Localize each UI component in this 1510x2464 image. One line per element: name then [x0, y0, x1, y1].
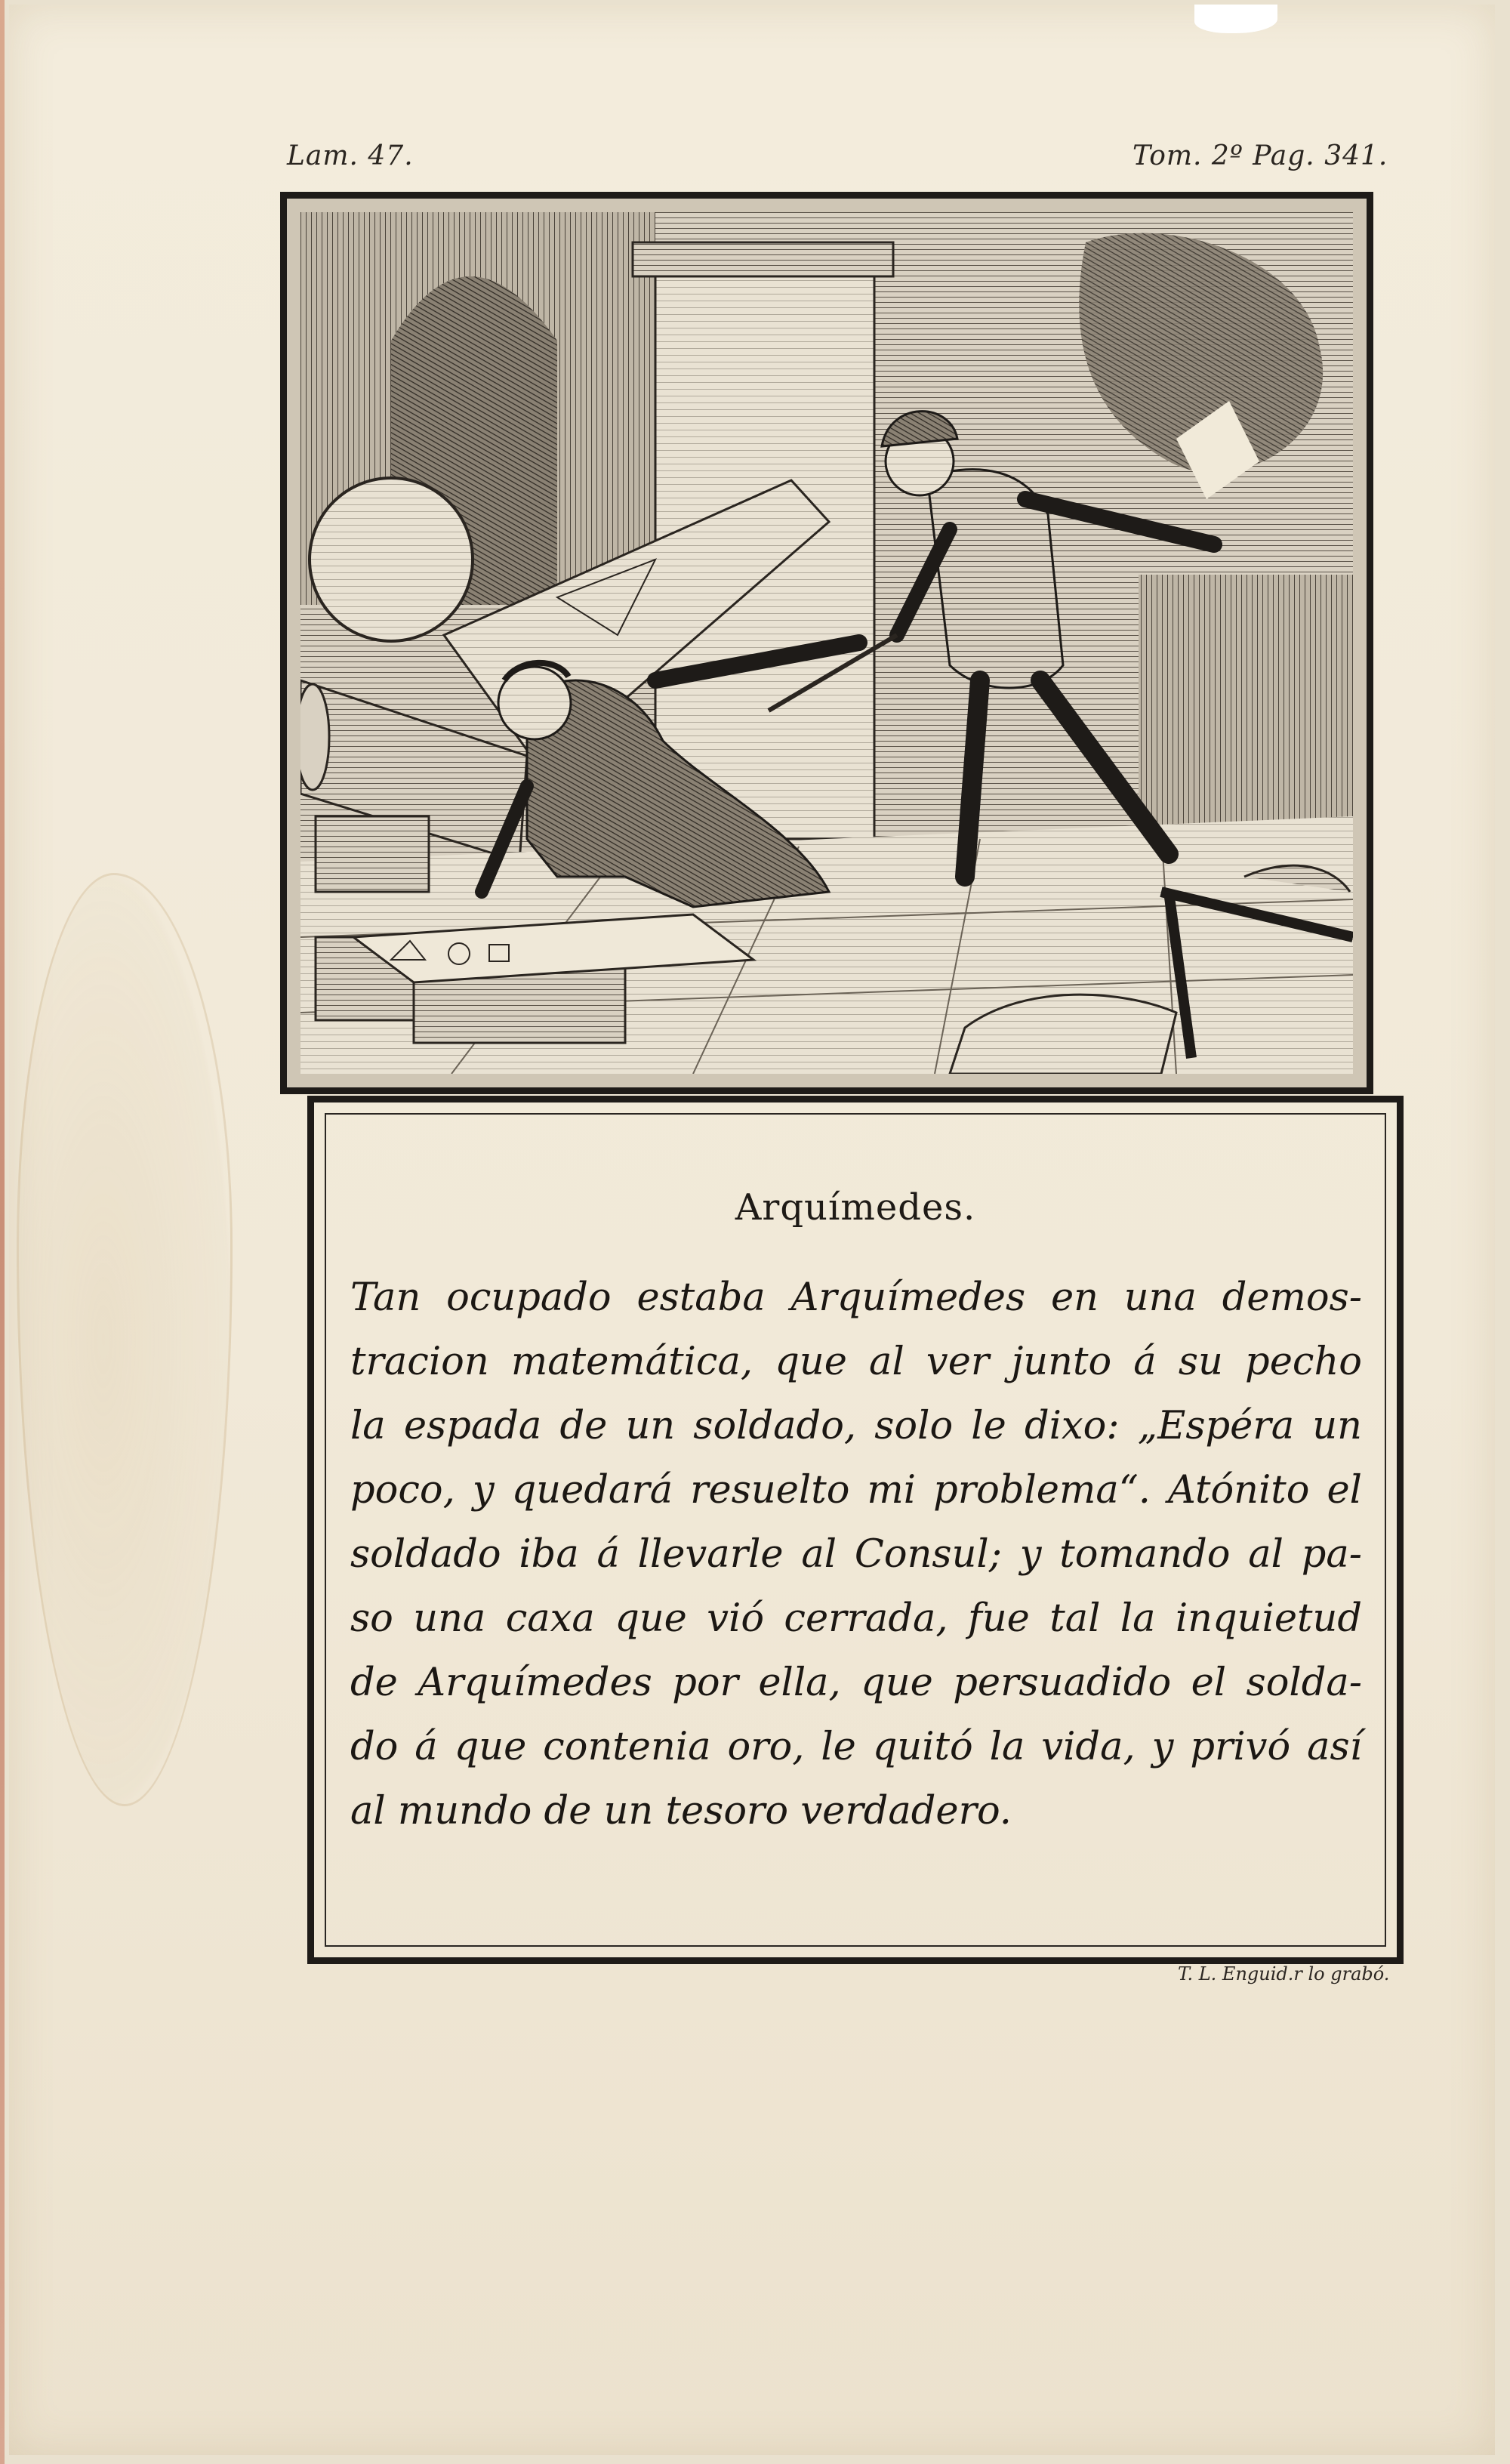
paper-edge-stain — [0, 0, 5, 2464]
caption-line: so una caxa que vió cerrada, fue tal la inquietud — [350, 1596, 1362, 1641]
caption-line: soldado iba á llevarle al Consul; y tomando al pa- — [350, 1532, 1362, 1577]
caption-line: poco, y quedará resuelto mi problema“. Atónito el — [350, 1468, 1362, 1513]
caption-text — [350, 1266, 1362, 1843]
caption-line: la espada de un soldado, solo le dixo: „Espéra un — [350, 1404, 1362, 1448]
caption-box — [307, 1096, 1404, 1964]
caption-line: Tan ocupado estaba Arquímedes en una demos- — [350, 1275, 1362, 1320]
engraver-credit: T. L. Enguid.r lo grabó. — [1178, 1963, 1390, 1984]
caption-line: de Arquímedes por ella, que persuadido el solda- — [350, 1661, 1362, 1705]
caption-line: al mundo de un tesoro verdadero. — [350, 1789, 1012, 1833]
caption-box-inner-rule — [325, 1113, 1386, 1947]
water-stain — [17, 873, 233, 1806]
caption-line: tracion matemática, que al ver junto á su pecho — [350, 1340, 1362, 1384]
engraving-illustration — [300, 212, 1353, 1074]
caption-title: Arquímedes. — [735, 1186, 976, 1229]
plate-label: Lam. 47. — [287, 140, 414, 171]
torn-corner — [1194, 5, 1277, 33]
page-reference: Tom. 2º Pag. 341. — [1132, 140, 1388, 171]
caption-line: do á que contenia oro, le quitó la vida, y privó así — [350, 1725, 1362, 1769]
engraving-frame — [280, 192, 1373, 1094]
